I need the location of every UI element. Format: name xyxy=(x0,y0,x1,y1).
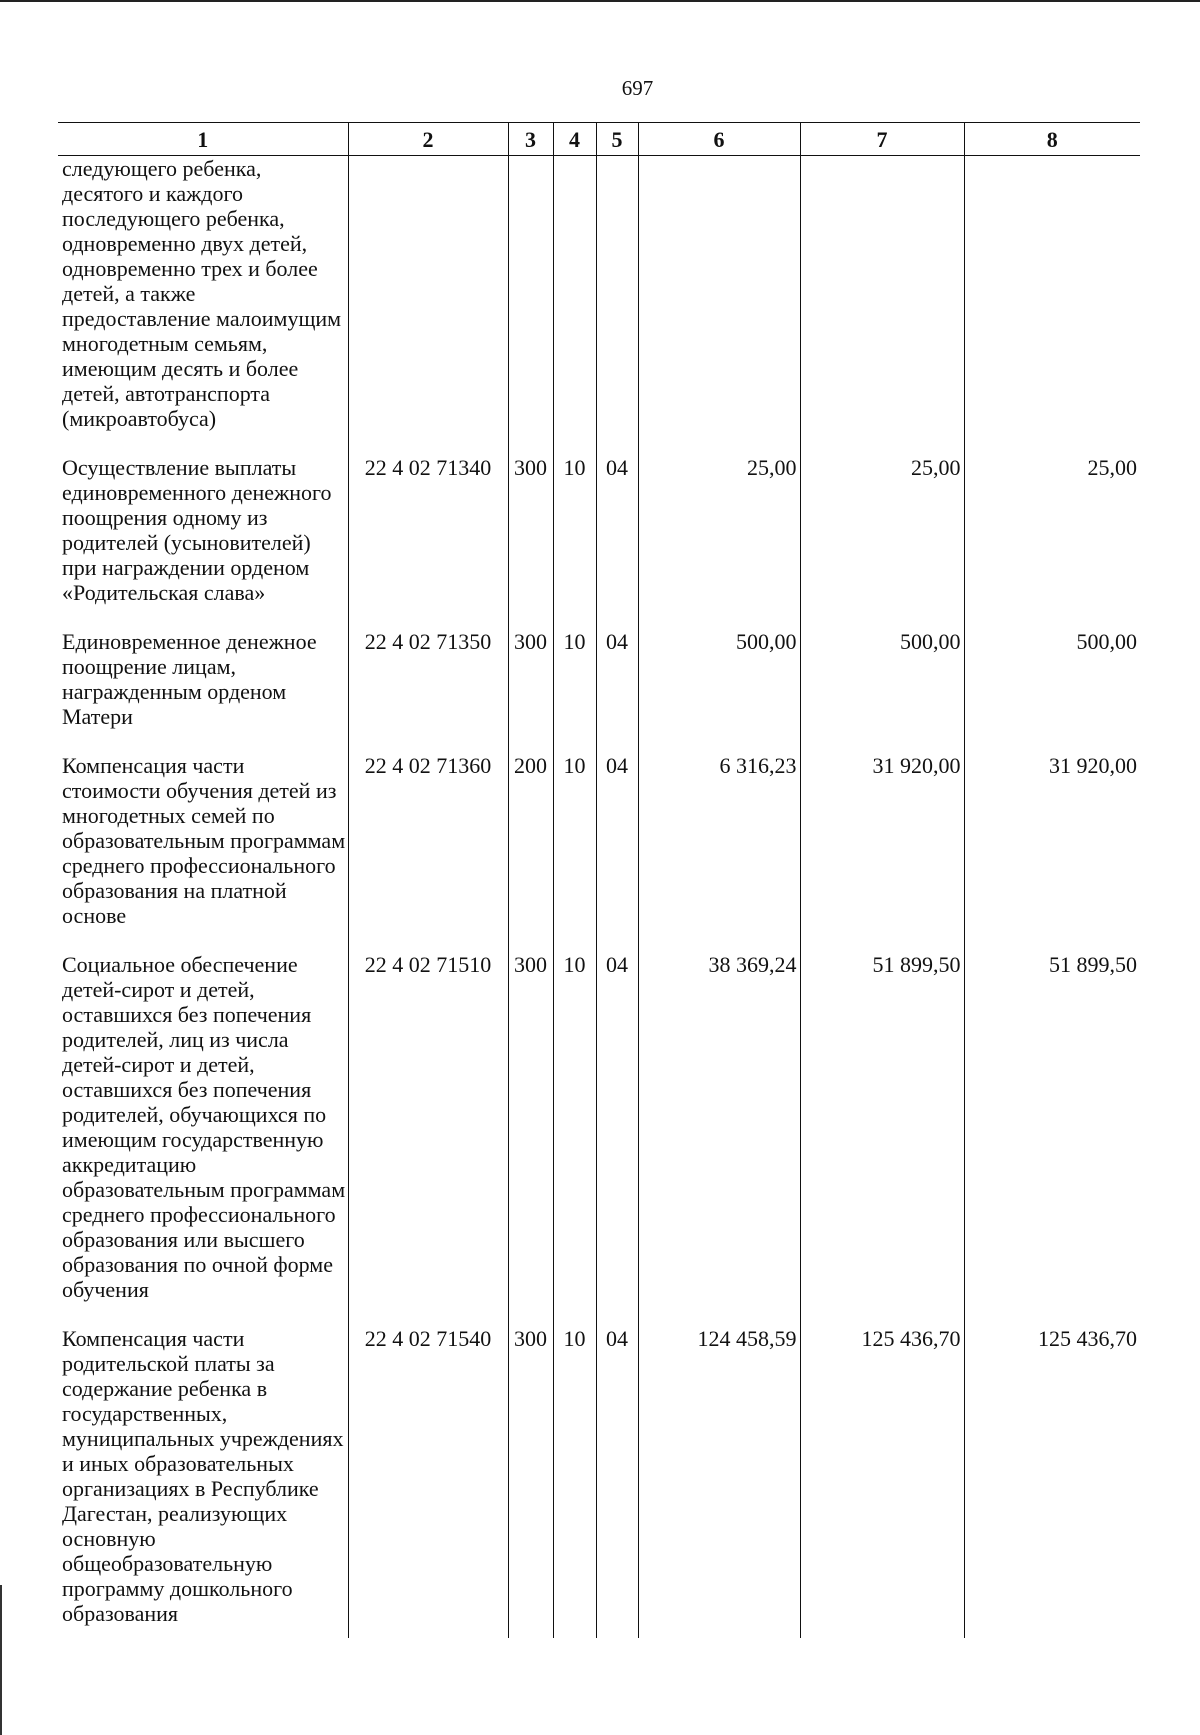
scan-top-border xyxy=(0,0,1200,2)
header-col-2: 2 xyxy=(348,123,508,156)
row-code: 22 4 02 71340 xyxy=(348,455,508,629)
row-col-4: 10 xyxy=(553,455,596,629)
table-row xyxy=(58,1326,1140,1638)
row-col-5: 04 xyxy=(596,455,638,629)
row-col-3: 300 xyxy=(508,629,553,753)
row-col-3: 300 xyxy=(508,952,553,1326)
header-col-4: 4 xyxy=(553,123,596,156)
scan-left-edge xyxy=(0,1585,2,1735)
table-header-row xyxy=(58,123,1140,156)
row-col-6: 500,00 xyxy=(638,629,800,753)
header-col-3: 3 xyxy=(508,123,553,156)
table-row xyxy=(58,952,1140,1326)
row-description xyxy=(58,156,348,456)
row-col-7: 25,00 xyxy=(800,455,964,629)
row-col-8: 25,00 xyxy=(964,455,1140,629)
row-col-3: 300 xyxy=(508,1326,553,1638)
table-row xyxy=(58,156,1140,456)
row-col-5: 04 xyxy=(596,629,638,753)
row-col-3: 200 xyxy=(508,753,553,952)
budget-table xyxy=(58,122,1140,1638)
row-description xyxy=(58,629,348,753)
description-text: Компенсация части родительской платы за содержание ребенка в государственных, муниципальных учреждениях и иных образовательных организациях в Республике Дагестан, реализующих основную общеобразовательную программу дошкольного образования xyxy=(62,1326,344,1626)
row-code: 22 4 02 71510 xyxy=(348,952,508,1326)
row-col-5: 04 xyxy=(596,1326,638,1638)
row-code: 22 4 02 71540 xyxy=(348,1326,508,1638)
table-row xyxy=(58,753,1140,952)
row-description xyxy=(58,952,348,1326)
table-row xyxy=(58,629,1140,753)
table-row xyxy=(58,455,1140,629)
row-col-7: 125 436,70 xyxy=(800,1326,964,1638)
row-col-8: 500,00 xyxy=(964,629,1140,753)
row-col-6: 38 369,24 xyxy=(638,952,800,1326)
page-number: 697 xyxy=(621,76,654,100)
description-text: Компенсация части стоимости обучения детей из многодетных семей по образовательным программам среднего профессионального образования на платной основе xyxy=(62,753,346,928)
row-description xyxy=(58,1326,348,1638)
row-col-6: 124 458,59 xyxy=(638,1326,800,1638)
description-text: Осуществление выплаты единовременного денежного поощрения одному из родителей (усыновителей) при награждении орденом «Родительская слава» xyxy=(62,455,332,605)
row-code: 22 4 02 71350 xyxy=(348,629,508,753)
row-col-3: 300 xyxy=(508,455,553,629)
row-col-6: 25,00 xyxy=(638,455,800,629)
row-col-6: 6 316,23 xyxy=(638,753,800,952)
row-code xyxy=(348,156,508,456)
row-col-6 xyxy=(638,156,800,456)
header-col-7: 7 xyxy=(800,123,964,156)
row-description xyxy=(58,753,348,952)
row-col-8: 51 899,50 xyxy=(964,952,1140,1326)
row-col-4: 10 xyxy=(553,629,596,753)
row-col-4: 10 xyxy=(553,952,596,1326)
row-col-8: 31 920,00 xyxy=(964,753,1140,952)
description-text: Социальное обеспечение детей-сирот и детей, оставшихся без попечения родителей, лиц из числа детей-сирот и детей, оставшихся без попечения родителей, обучающихся по имеющим государственную аккредитацию образовательным программам среднего профессионального образования или высшего образования по очной форме обучения xyxy=(62,952,346,1302)
row-code: 22 4 02 71360 xyxy=(348,753,508,952)
header-col-5: 5 xyxy=(596,123,638,156)
row-col-5: 04 xyxy=(596,952,638,1326)
description-text: Единовременное денежное поощрение лицам, награжденным орденом Матери xyxy=(62,629,317,729)
row-col-7: 51 899,50 xyxy=(800,952,964,1326)
row-col-4 xyxy=(553,156,596,456)
row-col-5 xyxy=(596,156,638,456)
row-col-3 xyxy=(508,156,553,456)
row-col-7: 31 920,00 xyxy=(800,753,964,952)
row-col-8: 125 436,70 xyxy=(964,1326,1140,1638)
header-col-6: 6 xyxy=(638,123,800,156)
header-col-1: 1 xyxy=(58,123,348,156)
row-col-4: 10 xyxy=(553,753,596,952)
row-col-5: 04 xyxy=(596,753,638,952)
row-col-7: 500,00 xyxy=(800,629,964,753)
row-col-7 xyxy=(800,156,964,456)
row-col-4: 10 xyxy=(553,1326,596,1638)
row-col-8 xyxy=(964,156,1140,456)
description-text: следующего ребенка, десятого и каждого последующего ребенка, одновременно двух детей, одновременно трех и более детей, а также предоставление малоимущим многодетным семьям, имеющим десять и более детей, автотранспорта (микроавтобуса) xyxy=(62,156,342,431)
row-description xyxy=(58,455,348,629)
header-col-8: 8 xyxy=(964,123,1140,156)
